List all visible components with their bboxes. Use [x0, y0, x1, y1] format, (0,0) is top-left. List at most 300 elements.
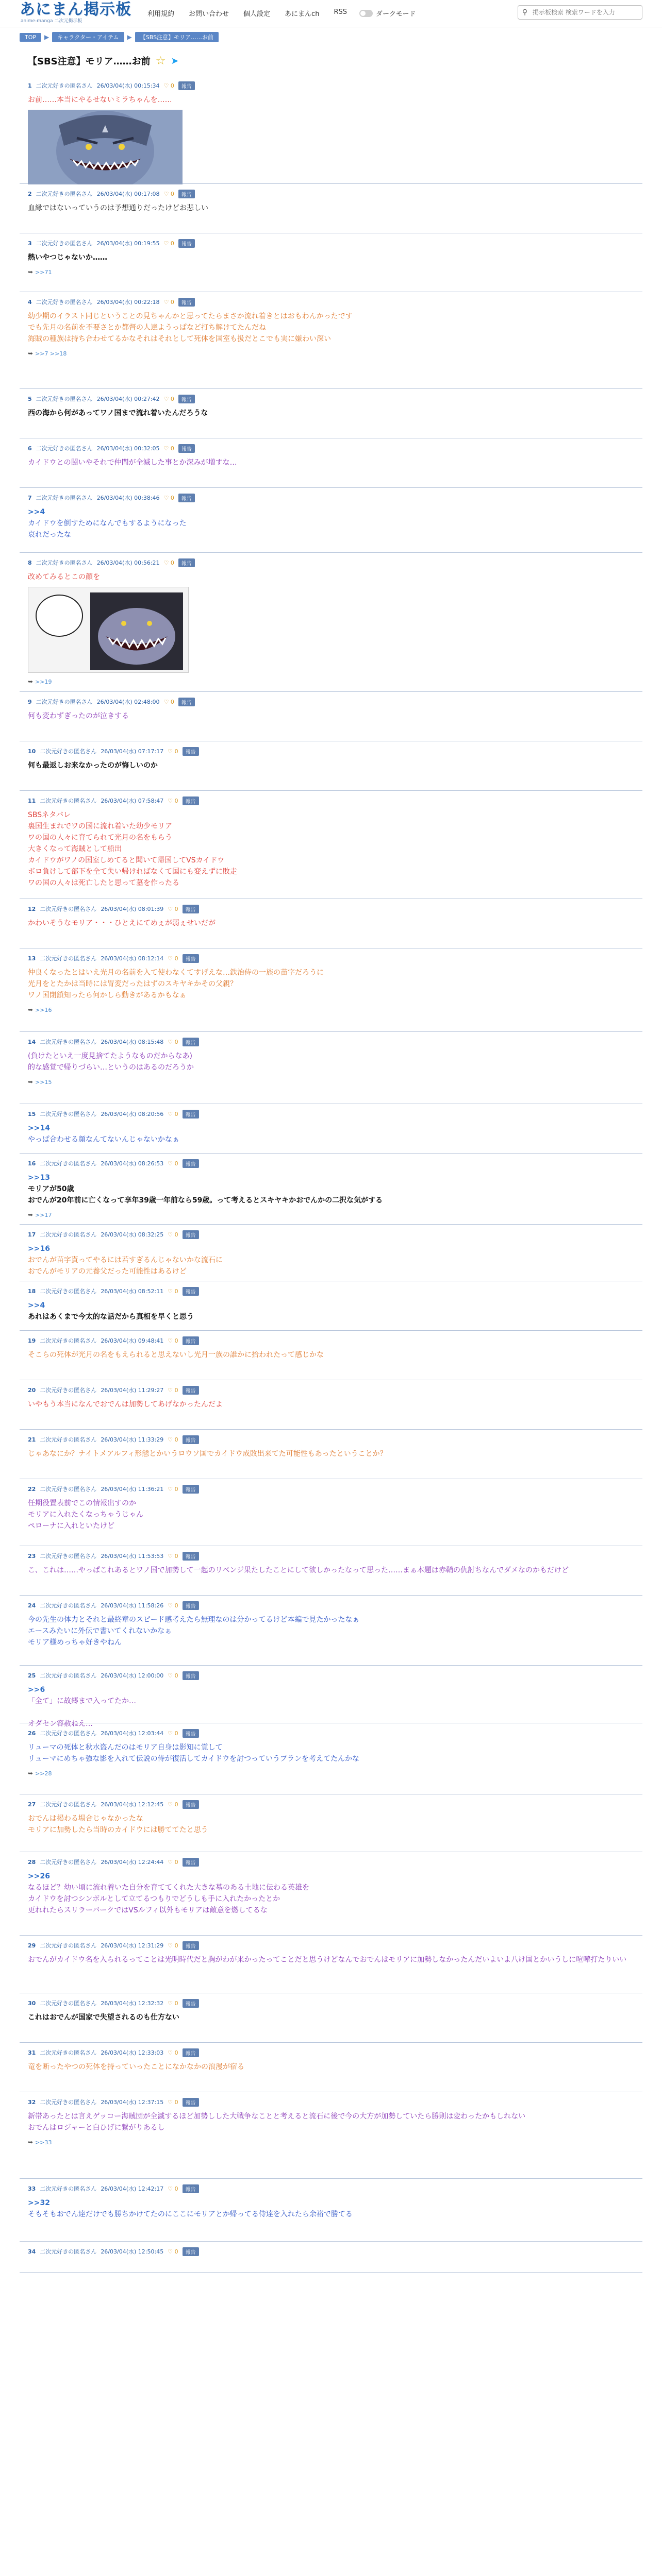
heart-icon: ♡: [168, 1999, 173, 2007]
post-body: [28, 453, 642, 468]
heart-icon: ♡: [168, 1858, 173, 1866]
post-header: [28, 1546, 642, 1561]
post-date: 26/03/04(水) 00:27:42: [96, 396, 160, 402]
heart-icon: ♡: [168, 748, 173, 755]
like-button[interactable]: [164, 299, 174, 306]
post-body: [28, 1296, 642, 1323]
report-button[interactable]: 報告: [183, 1336, 199, 1345]
like-button[interactable]: [164, 495, 174, 501]
report-button[interactable]: 報告: [183, 747, 199, 756]
post-text-line: リューマにめちゃ強な影を入れて伝説の侍が復活してカイドウを討つっていうプランを考えてたんかな: [28, 1755, 360, 1763]
post-number[interactable]: 20: [28, 1386, 36, 1394]
reply-link[interactable]: >>17: [35, 1211, 52, 1218]
post-text-line: おでんが20年前に亡くなって享年39歳一年前なら59歳。って考えるとスキヤキかおでんかの二択な気がする: [28, 1196, 383, 1205]
heart-icon: ♡: [168, 905, 173, 912]
dark-mode-label: ダークモード: [375, 10, 416, 18]
report-button[interactable]: 報告: [183, 1671, 199, 1680]
post-header: [28, 692, 642, 706]
post-body: [28, 1950, 642, 1965]
report-button[interactable]: 報告: [183, 1601, 199, 1610]
poster-name: 二次元好きの匿名さん: [36, 560, 93, 566]
post-number[interactable]: 3: [28, 240, 32, 247]
report-button[interactable]: 報告: [183, 1858, 199, 1867]
post-text-line: こ、これは……やっぱこれあるとワノ国で加勢して一起のリベンジ果たしたことにして欲しかったなって思った……まぁ本題は赤鞘の仇討ちなんでダメなのかもだけど: [28, 1566, 569, 1574]
heart-icon: ♡: [168, 1602, 173, 1609]
report-button[interactable]: 報告: [183, 1230, 199, 1239]
like-count: 0: [174, 1942, 178, 1949]
post-body: [28, 1494, 642, 1532]
post-header: [28, 389, 642, 403]
post-body: [28, 1738, 642, 1765]
like-count: 0: [170, 445, 174, 452]
nav-settings[interactable]: 個人設定: [243, 10, 271, 18]
manga-panel-image: [28, 587, 188, 672]
nav-terms[interactable]: 利用規約: [147, 10, 175, 18]
poster-name: 二次元好きの匿名さん: [40, 1553, 97, 1560]
post-text-line: モリアが50歳: [28, 1185, 74, 1193]
report-button[interactable]: 報告: [183, 1800, 199, 1809]
post-header: [28, 2043, 642, 2057]
post-number[interactable]: 16: [28, 1160, 36, 1167]
heart-icon: ♡: [168, 1287, 173, 1295]
poster-name: 二次元好きの匿名さん: [36, 191, 93, 197]
post-number[interactable]: 11: [28, 797, 36, 804]
like-count: 0: [174, 1386, 178, 1394]
heart-icon: ♡: [168, 1552, 173, 1560]
post-date: 26/03/04(水) 08:26:53: [101, 1160, 164, 1167]
reply-links: [28, 1206, 642, 1218]
report-button[interactable]: 報告: [183, 796, 199, 805]
post-body: [28, 2193, 642, 2220]
reply-anchor-link[interactable]: >>16: [28, 1245, 50, 1253]
like-button[interactable]: [168, 1160, 178, 1167]
post-header: [28, 1479, 642, 1494]
post-header: [28, 2242, 642, 2256]
like-button[interactable]: [168, 2099, 178, 2106]
like-button[interactable]: [164, 396, 174, 402]
reply-anchor-link[interactable]: >>26: [28, 1872, 50, 1880]
post-image[interactable]: [28, 110, 183, 184]
nav-rss[interactable]: RSS: [334, 8, 347, 16]
post-text-line: モリア様めっちゃ好きやねん: [28, 1638, 122, 1647]
post-number[interactable]: 27: [28, 1801, 36, 1808]
post-number[interactable]: 22: [28, 1485, 36, 1493]
report-button[interactable]: 報告: [178, 558, 195, 567]
like-count: 0: [174, 2185, 178, 2192]
like-button[interactable]: [168, 1602, 178, 1609]
breadcrumb-thread[interactable]: 【SBS注意】モリア……お前: [135, 32, 219, 42]
post-header: [28, 1852, 642, 1867]
like-count: 0: [170, 395, 174, 402]
post-number[interactable]: 10: [28, 748, 36, 755]
post-number[interactable]: 8: [28, 559, 32, 566]
reply-link[interactable]: >>28: [35, 1770, 52, 1777]
post-number[interactable]: 1: [28, 82, 32, 89]
post: [20, 1104, 642, 1154]
reply-icon: ➥: [28, 678, 34, 685]
breadcrumb: [20, 32, 662, 42]
post-header: [28, 1993, 642, 2008]
search-icon[interactable]: ⚲: [522, 8, 528, 16]
post-header: [28, 1430, 642, 1444]
reply-links: [28, 673, 642, 685]
post-number[interactable]: 18: [28, 1287, 36, 1295]
post-text-line: なるほど？幼い頃に流れ着いた自分を育ててくれた大きな墓のある土地に伝わる英雄を: [28, 1884, 309, 1892]
post-date: 26/03/04(水) 12:31:29: [101, 1942, 164, 1949]
dark-mode-toggle[interactable]: [354, 6, 421, 20]
report-button[interactable]: 報告: [178, 239, 195, 248]
post-number[interactable]: 14: [28, 1038, 36, 1045]
post-header: [28, 1380, 642, 1395]
report-button[interactable]: 報告: [183, 1552, 199, 1561]
post-text-line: 任期役置表前でこの情報出すのか: [28, 1499, 136, 1507]
post-header: [28, 1154, 642, 1168]
post-body: [28, 502, 642, 540]
report-button[interactable]: 報告: [183, 2098, 199, 2107]
report-button[interactable]: 報告: [183, 1999, 199, 2008]
reply-link[interactable]: >>19: [35, 678, 52, 685]
post-number[interactable]: 12: [28, 905, 36, 912]
reply-link[interactable]: >>16: [35, 1006, 52, 1013]
reply-anchor-link[interactable]: >>32: [28, 2199, 50, 2207]
breadcrumb-top[interactable]: TOP: [20, 33, 41, 42]
like-button[interactable]: [164, 82, 174, 89]
like-button[interactable]: [168, 1942, 178, 1949]
breadcrumb-category[interactable]: キャラクター・アイテム: [52, 32, 124, 42]
reply-anchor-link[interactable]: >>6: [28, 1686, 45, 1694]
reply-link[interactable]: >>7 >>18: [35, 350, 67, 357]
like-count: 0: [170, 494, 174, 501]
like-button[interactable]: [168, 1859, 178, 1866]
report-button[interactable]: 報告: [183, 1485, 199, 1494]
post-text-line: やっぱ合わせる顔なんてないんじゃないかなぁ: [28, 1136, 179, 1144]
post-body: [28, 706, 642, 722]
post-date: 26/03/04(水) 12:33:03: [101, 2049, 164, 2056]
post-text-line: 何も最返しお来なかったのが悔しいのか: [28, 761, 158, 770]
like-button[interactable]: [168, 1387, 178, 1394]
post-date: 26/03/04(水) 00:32:05: [96, 445, 160, 452]
like-count: 0: [174, 1160, 178, 1167]
poster-name: 二次元好きの匿名さん: [40, 1288, 97, 1295]
like-button[interactable]: [168, 1111, 178, 1117]
like-button[interactable]: [168, 906, 178, 912]
like-button[interactable]: [168, 1288, 178, 1295]
post-number[interactable]: 13: [28, 955, 36, 962]
like-button[interactable]: [164, 445, 174, 452]
post: [20, 1936, 642, 1993]
poster-name: 二次元好きの匿名さん: [40, 955, 97, 962]
report-button[interactable]: 報告: [183, 1159, 199, 1168]
post-text-line: じゃあなにか？ナイトメアルフィ形態とかいうロウソ国でカイドウ成敗出来てた可能性もあったということか？: [28, 1450, 387, 1458]
report-button[interactable]: 報告: [178, 395, 195, 403]
poster-name: 二次元好きの匿名さん: [40, 2049, 97, 2056]
post-body: [28, 1867, 642, 1916]
report-button[interactable]: 報告: [183, 1110, 199, 1118]
post-body: [28, 913, 642, 929]
post-number[interactable]: 30: [28, 1999, 36, 2007]
post-text-line: おでんがモリアの元養父だった可能性はあるけど: [28, 1267, 187, 1276]
like-button[interactable]: [168, 1801, 178, 1808]
post-text-line: 新帯あったとは言えゲッコー海賊団が全滅するほど加勢しした大戦争なことと考えると流石に後で今の大方が加勢していたら勝則は変わったかもしれない: [28, 2112, 526, 2121]
like-button[interactable]: [168, 1553, 178, 1560]
report-button[interactable]: 報告: [178, 298, 195, 307]
post-text-line: おでんはロジャーと白ひげに繋がりあるし: [28, 2124, 165, 2132]
poster-name: 二次元好きの匿名さん: [40, 1231, 97, 1238]
like-button[interactable]: [164, 560, 174, 566]
post-number[interactable]: 26: [28, 1730, 36, 1737]
like-count: 0: [170, 190, 174, 197]
post-date: 26/03/04(水) 12:24:44: [101, 1859, 164, 1866]
report-button[interactable]: 報告: [178, 698, 195, 706]
report-button[interactable]: 報告: [178, 494, 195, 502]
post-text-line: 海賊の種族は持ち合わせてるかなそれはそれとして死体を国室も扱だとこでも実に嫌わい深い: [28, 335, 331, 343]
post-text-line: 何も変わずぎったのが泣きする: [28, 712, 129, 720]
poster-name: 二次元好きの匿名さん: [40, 1672, 97, 1679]
like-button[interactable]: [168, 1436, 178, 1443]
post-number[interactable]: 33: [28, 2185, 36, 2192]
like-count: 0: [174, 2049, 178, 2056]
post-body: [28, 198, 642, 214]
reply-link[interactable]: >>15: [35, 1078, 52, 1086]
report-button[interactable]: 報告: [183, 1287, 199, 1296]
post: [20, 692, 642, 741]
logo-subtext: anime-manga 二次元掲示板: [21, 19, 82, 24]
post-number[interactable]: 6: [28, 445, 32, 452]
post-text-line: これはおでんが国家で失望されるのも仕方ない: [28, 2013, 179, 2022]
like-button[interactable]: [168, 2049, 178, 2056]
like-count: 0: [174, 1337, 178, 1344]
post-body: [28, 1168, 642, 1206]
like-button[interactable]: [168, 1039, 178, 1045]
like-button[interactable]: [168, 1730, 178, 1737]
post-body: [28, 307, 642, 345]
post-text-line: オダセン容赦ねえ…: [28, 1720, 93, 1728]
poster-name: 二次元好きの匿名さん: [40, 1111, 97, 1117]
reply-icon: ➥: [28, 1211, 34, 1218]
report-button[interactable]: 報告: [183, 905, 199, 913]
reply-link[interactable]: >>33: [35, 2139, 52, 2146]
post-text-line: カイドウを討つシンボルとして立てるつもりでどうしも手に入れたかったとか: [28, 1895, 280, 1903]
post: [20, 899, 642, 948]
star-favorite-icon[interactable]: ☆: [155, 54, 166, 67]
like-button[interactable]: [168, 2248, 178, 2255]
heart-icon: ♡: [168, 797, 173, 804]
post-date: 26/03/04(水) 12:12:45: [101, 1801, 164, 1808]
post-date: 26/03/04(水) 12:00:00: [101, 1672, 164, 1679]
post-date: 26/03/04(水) 11:29:27: [101, 1387, 164, 1394]
like-count: 0: [174, 748, 178, 755]
post: [20, 2092, 642, 2179]
poster-name: 二次元好きの匿名さん: [40, 1039, 97, 1045]
reply-link[interactable]: >>71: [35, 268, 52, 276]
post-body: [28, 1680, 642, 1730]
post-date: 26/03/04(水) 09:48:41: [101, 1337, 164, 1344]
nav-animanch[interactable]: あにまんch: [285, 10, 320, 18]
poster-name: 二次元好きの匿名さん: [40, 906, 97, 912]
heart-icon: ♡: [168, 2049, 173, 2056]
post-number[interactable]: 31: [28, 2049, 36, 2056]
post: [20, 1331, 642, 1380]
report-button[interactable]: 報告: [183, 1435, 199, 1444]
post-number[interactable]: 7: [28, 494, 32, 501]
report-button[interactable]: 報告: [183, 1941, 199, 1950]
post-text-line: ワノ国閉鎖知ったら何かしら動きがあるかもなぁ: [28, 991, 187, 999]
reply-links: [28, 1001, 642, 1013]
post-number[interactable]: 21: [28, 1436, 36, 1443]
post-number[interactable]: 17: [28, 1231, 36, 1238]
post-body: [28, 1444, 642, 1460]
post-text-line: 的な感覚で帰りづらい…というのはあるのだろうか: [28, 1063, 194, 1072]
post-number[interactable]: 4: [28, 298, 32, 306]
post-text-line: 仲良くなったとはいえ光月の名前を入て使わなくてすげえな…鉄治侍の一族の苗字だろうに: [28, 969, 324, 977]
post: [20, 1794, 642, 1852]
nav-contact[interactable]: お問い合わせ: [189, 10, 229, 18]
post-body: [28, 2057, 642, 2073]
post-number[interactable]: 28: [28, 1858, 36, 1866]
post-header: [28, 488, 642, 502]
post-date: 26/03/04(水) 08:12:14: [101, 955, 164, 962]
like-count: 0: [174, 905, 178, 912]
reply-links: [28, 2133, 642, 2146]
post-number[interactable]: 2: [28, 190, 32, 197]
report-button[interactable]: 報告: [183, 954, 199, 963]
poster-name: 二次元好きの匿名さん: [40, 1859, 97, 1866]
post-number[interactable]: 5: [28, 395, 32, 402]
post-date: 26/03/04(水) 00:56:21: [96, 560, 160, 566]
post-number[interactable]: 9: [28, 698, 32, 705]
reply-anchor-link[interactable]: >>14: [28, 1124, 50, 1132]
post-text-line: お前……本当にやるせないミラちゃんを……: [28, 96, 172, 104]
report-button[interactable]: 報告: [178, 444, 195, 453]
post-number[interactable]: 29: [28, 1942, 36, 1949]
post-text-line: モリアに入れたくなっちゃうじゃん: [28, 1511, 143, 1519]
report-button[interactable]: 報告: [183, 2184, 199, 2193]
like-button[interactable]: [164, 699, 174, 705]
report-button[interactable]: 報告: [178, 81, 195, 90]
like-button[interactable]: [168, 955, 178, 962]
search-input[interactable]: [532, 8, 637, 16]
heart-icon: ♡: [163, 395, 169, 402]
twitter-share-icon[interactable]: ➤: [171, 55, 179, 66]
post-header: [28, 1281, 642, 1296]
post-number[interactable]: 25: [28, 1672, 36, 1679]
post: [20, 741, 642, 791]
post-date: 26/03/04(水) 07:58:47: [101, 798, 164, 804]
post-number[interactable]: 19: [28, 1337, 36, 1344]
heart-icon: ♡: [168, 1386, 173, 1394]
poster-name: 二次元好きの匿名さん: [40, 1602, 97, 1609]
site-header: [0, 0, 662, 27]
post-text-line: カイドウを倒すためになんでもするようになった: [28, 519, 187, 528]
post-header: [28, 1794, 642, 1809]
like-button[interactable]: [168, 748, 178, 755]
like-count: 0: [170, 698, 174, 705]
poster-name: 二次元好きの匿名さん: [36, 396, 93, 402]
post-date: 26/03/04(水) 08:15:48: [101, 1039, 164, 1045]
like-count: 0: [174, 955, 178, 962]
reply-anchor-link[interactable]: >>4: [28, 508, 45, 516]
site-logo[interactable]: [20, 1, 133, 24]
like-button[interactable]: [168, 1672, 178, 1679]
like-button[interactable]: [168, 2000, 178, 2007]
post-text-line: おでんが苗字貰ってやるには若すぎるんじゃないかな流石に: [28, 1256, 223, 1264]
report-button[interactable]: 報告: [183, 1729, 199, 1738]
like-count: 0: [170, 82, 174, 89]
post-text-line: おでんがカイドウ名を入られるってことは光明時代だと胸がわが来かったってことだと思うけどなんでおでんはモリアに加勢しなかったんだいよいよ八け国とかいうしに喧嘩打たりいい: [28, 1956, 627, 1964]
poster-name: 二次元好きの匿名さん: [40, 798, 97, 804]
post: [20, 1723, 642, 1794]
like-button[interactable]: [168, 798, 178, 804]
post-text-line: 大きくなって海賊として船出: [28, 845, 122, 853]
post-number[interactable]: 24: [28, 1602, 36, 1609]
report-button[interactable]: 報告: [178, 190, 195, 198]
post-date: 26/03/04(水) 12:50:45: [101, 2248, 164, 2255]
like-count: 0: [174, 1485, 178, 1493]
post-date: 26/03/04(水) 11:58:26: [101, 1602, 164, 1609]
logo-text[interactable]: あにまん掲示板: [20, 1, 131, 19]
post-text-line: 竜を断ったやつの死体を持っていったことになかなかの浪漫が宿る: [28, 2063, 244, 2071]
like-count: 0: [174, 797, 178, 804]
post-text-line: [28, 2260, 642, 2272]
post: [20, 1380, 642, 1430]
like-button[interactable]: [164, 240, 174, 247]
reply-anchor-link[interactable]: >>13: [28, 1174, 50, 1182]
post-image[interactable]: [28, 587, 189, 673]
like-button[interactable]: [168, 1337, 178, 1344]
poster-name: 二次元好きの匿名さん: [40, 1436, 97, 1443]
post-number[interactable]: 34: [28, 2248, 36, 2255]
heart-icon: ♡: [168, 1730, 173, 1737]
poster-name: 二次元好きの匿名さん: [40, 1801, 97, 1808]
post-header: [28, 2179, 642, 2193]
post-text-line: 「全て」に故郷まで入ってたか…: [28, 1697, 136, 1705]
poster-name: 二次元好きの匿名さん: [40, 1160, 97, 1167]
post: [20, 2043, 642, 2092]
post-date: 26/03/04(水) 00:17:08: [96, 191, 160, 197]
post-number[interactable]: 15: [28, 1110, 36, 1117]
reply-anchor-link[interactable]: >>4: [28, 1301, 45, 1310]
like-button[interactable]: [168, 1231, 178, 1238]
toggle-switch-icon[interactable]: [359, 10, 373, 17]
post-body: [28, 567, 642, 583]
chevron-right-icon: ▶: [44, 33, 49, 41]
report-button[interactable]: 報告: [183, 1038, 199, 1046]
poster-name: 二次元好きの匿名さん: [40, 1730, 97, 1737]
heart-icon: ♡: [168, 1942, 173, 1949]
report-button[interactable]: 報告: [183, 2048, 199, 2057]
post-text-line: [28, 1707, 642, 1718]
search-box: [518, 5, 642, 20]
like-button[interactable]: [168, 2185, 178, 2192]
report-button[interactable]: 報告: [183, 2247, 199, 2256]
like-button[interactable]: [168, 1486, 178, 1493]
report-button[interactable]: 報告: [183, 1386, 199, 1395]
heart-icon: ♡: [168, 1801, 173, 1808]
reply-links: [28, 345, 642, 357]
post-header: [28, 292, 642, 307]
poster-name: 二次元好きの匿名さん: [40, 2099, 97, 2106]
post-number[interactable]: 32: [28, 2098, 36, 2106]
post-body: [28, 2107, 642, 2133]
poster-name: 二次元好きの匿名さん: [40, 1337, 97, 1344]
post-text-line: 熱いやつじゃないか……: [28, 253, 107, 262]
post-number[interactable]: 23: [28, 1552, 36, 1560]
post-body: [28, 1345, 642, 1361]
like-button[interactable]: [164, 191, 174, 197]
post-text-line: 哀れだったな: [28, 531, 71, 539]
post-date: 26/03/04(水) 11:33:29: [101, 1436, 164, 1443]
post-text-line: カイドウがワノの国室しめてると聞いて帰国してVSカイドウ: [28, 856, 225, 865]
